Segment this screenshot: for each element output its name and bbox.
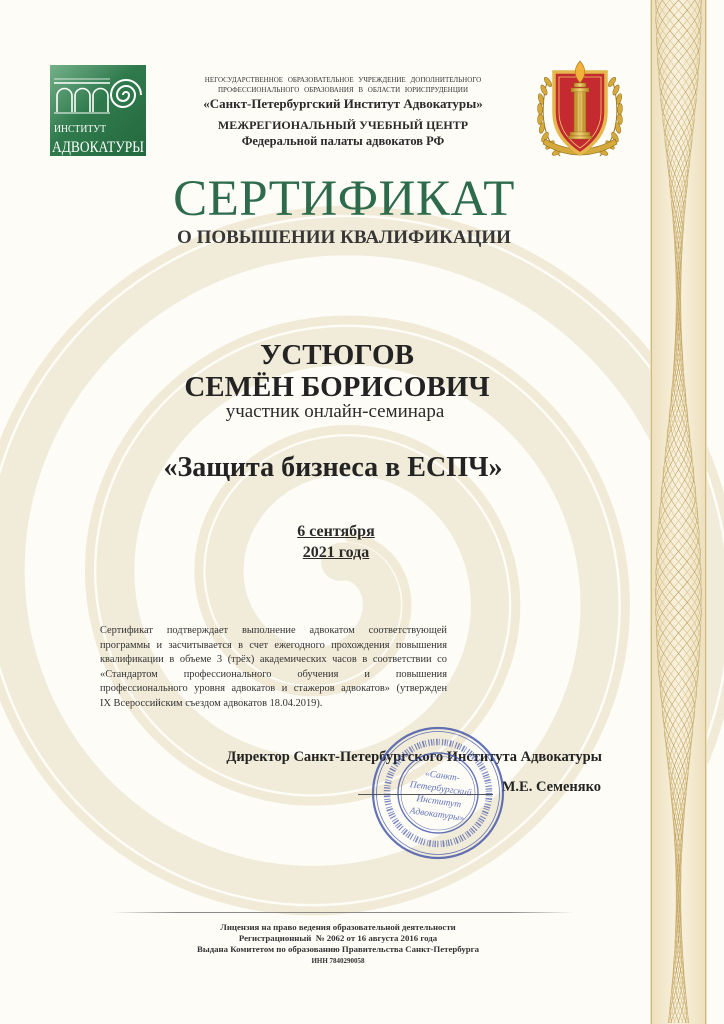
director-name: М.Е. Семеняко <box>501 779 601 795</box>
logo-text-line1: ИНСТИТУТ <box>54 123 107 135</box>
footer-issuer-line: Выдана Комитетом по образованию Правительства Санкт-Петербурга <box>196 944 480 954</box>
footer-license-line: Лицензия на право ведения образовательной деятельности <box>220 922 456 932</box>
recipient-surname: УСТЮГОВ <box>260 339 414 371</box>
header-org-line1: НЕГОСУДАРСТВЕННОЕ ОБРАЗОВАТЕЛЬНОЕ УЧРЕЖДЕНИЕ ДОПОЛНИТЕЛЬНОГО <box>204 76 482 84</box>
director-position: Директор Санкт-Петербургского Института Адвокатуры <box>226 749 602 765</box>
logo-text-line2: АДВОКАТУРЫ <box>52 139 145 156</box>
statement-line: Сертификат подтверждает выполнение адвокатом соответствующей <box>100 625 447 636</box>
footer-registration-line: Регистрационный № 2062 от 16 августа 2016 года <box>238 933 438 943</box>
stamp-line: Институт <box>415 794 462 811</box>
certificate-title: СЕРТИФИКАТ <box>173 171 515 227</box>
stamp-line: Петербургский <box>409 780 473 799</box>
footer-inn-line: ИНН 7840290058 <box>311 957 365 965</box>
stamp-line: «Санкт- <box>424 769 461 784</box>
statement-line: квалификации в объеме 3 (трёх) академических часов в соответствии со <box>100 654 447 666</box>
recipient-role: участник онлайн-семинара <box>225 401 445 422</box>
seminar-title: «Защита бизнеса в ЕСПЧ» <box>163 452 503 483</box>
statement-line: программы и засчитывается в счет ежегодного прохождения повышения <box>100 639 447 651</box>
header-org-line2: ПРОФЕССИОНАЛЬНОГО ОБРАЗОВАНИЯ В ОБЛАСТИ ЮРИСПРУДЕНЦИИ <box>217 86 469 94</box>
header-center-line1: МЕЖРЕГИОНАЛЬНЫЙ УЧЕБНЫЙ ЦЕНТР <box>217 118 469 132</box>
date-year: 2021 года <box>302 544 370 561</box>
date-day: 6 сентября <box>297 523 375 540</box>
guilloche-ribbon <box>650 0 707 1024</box>
statement-line: IX Всероссийским съездом адвокатов 18.04.2019). <box>100 697 323 709</box>
statement-paragraph <box>100 624 447 712</box>
header-center-line2: Федеральной палаты адвокатов РФ <box>241 134 445 148</box>
round-seal-stamp-icon <box>370 725 506 861</box>
certificate-subtitle: О ПОВЫШЕНИИ КВАЛИФИКАЦИИ <box>177 227 511 248</box>
stamp-line: Адвокатуры» <box>409 806 465 824</box>
header-institute-name: «Санкт-Петербургский Институт Адвокатуры» <box>203 96 483 111</box>
recipient-given-names: СЕМЁН БОРИСОВИЧ <box>184 371 490 403</box>
statement-line: профессионального уровня адвокатов и стажеров адвокатов» (утвержден <box>100 683 447 695</box>
bar-chamber-emblem-icon <box>530 58 630 162</box>
footer-divider <box>112 912 574 913</box>
statement-line: «Стандартом профессионального обучения и повышения <box>100 668 447 680</box>
stamp-center-text <box>404 767 474 824</box>
